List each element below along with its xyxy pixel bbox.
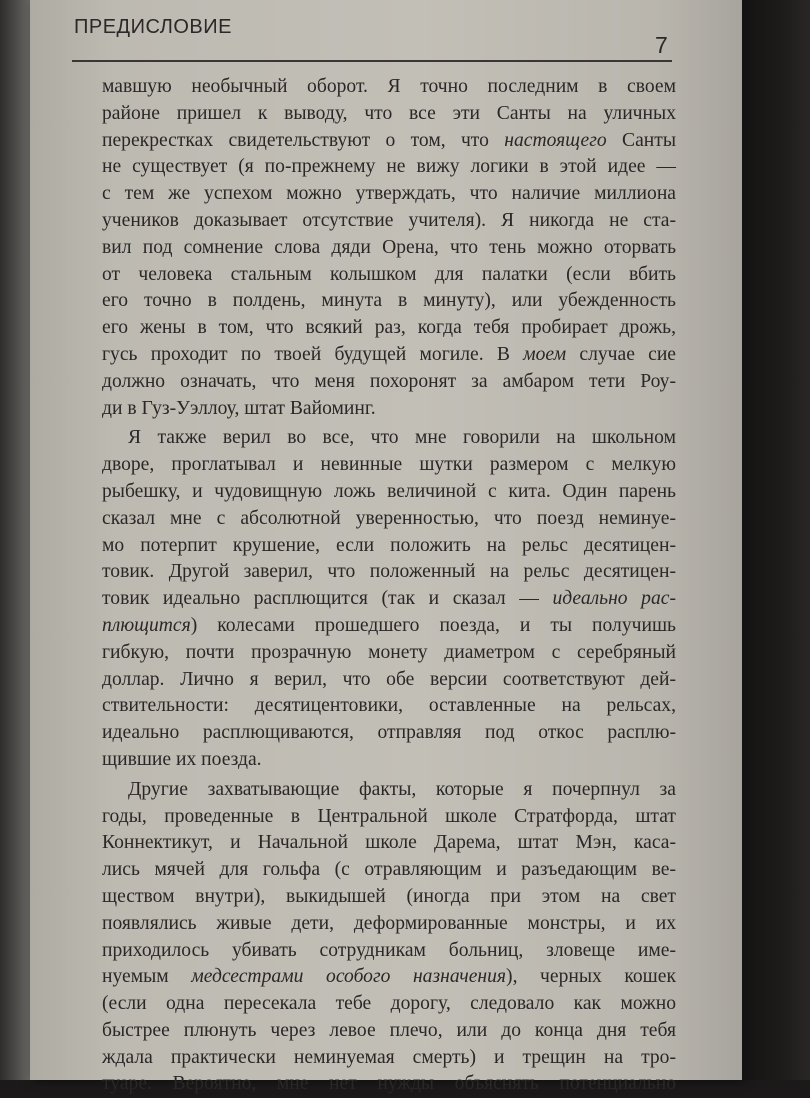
text-line: ществом внутри), выкидышей (иногда при этом на свет: [102, 885, 676, 907]
text-line: сказал мне с абсолютной уверенностью, что поезд неминуе-: [102, 507, 676, 529]
text-line: рыбешку, и чудовищную ложь величиной с кита. Один парень: [102, 480, 676, 502]
text-line: гибкую, почти прозрачную монету диаметром с серебряный: [102, 641, 676, 663]
italic-segment: медсестрами особого назначения: [191, 966, 507, 988]
text-segment: товик идеально расплющится (так и сказал —: [102, 588, 553, 610]
text-line: мо потерпит крушение, если положить на рельс десятицен-: [102, 534, 676, 556]
header-rule: [72, 60, 672, 62]
text-line: (если одна пересекала тебе дорогу, следовало как можно: [102, 993, 676, 1015]
text-line: ди в Гуз-Уэллоу, штат Вайоминг.: [102, 397, 376, 419]
text-line: его точно в полдень, минута в минуту), или убежденность: [102, 290, 676, 312]
text-segment: ), черных кошек: [506, 966, 676, 988]
text-line: [102, 613, 676, 640]
text-line: доллар. Лично я верил, что обе версии соответствуют дей-: [102, 668, 676, 690]
text-line: учеников доказывает отсутствие учителя). Я никогда не ста-: [102, 209, 676, 231]
text-line: вил под сомнение слова дяди Орена, что тень можно оторвать: [102, 236, 676, 258]
text-line: дворе, проглатывал и невинные шутки размером с мелкую: [102, 454, 676, 476]
dark-background: [742, 0, 810, 1080]
text-line: годы, проведенные в Центральной школе Стратфорда, штат: [102, 805, 676, 827]
text-segment: нуемым: [102, 966, 192, 988]
body-text: [102, 74, 676, 1098]
text-line: [102, 128, 676, 155]
text-line: ждала практически неминуемая смерть) и трещин на тро-: [102, 1046, 676, 1068]
page-number: 7: [655, 32, 668, 58]
adjacent-page-edge: [0, 0, 30, 1080]
text-line: районе пришел к выводу, что все эти Санты на уличных: [102, 102, 676, 124]
text-line: щившие их поезда.: [102, 748, 262, 770]
text-line: не существует (я по-прежнему не вижу логики в этой идее —: [102, 156, 676, 178]
text-line: с тем же успехом можно утверждать, что наличие миллиона: [102, 183, 676, 205]
italic-segment: настоящего: [504, 129, 607, 151]
text-line: Я также верил во все, что мне говорили на школьном: [128, 427, 676, 449]
text-line: его жены в том, что всякий раз, когда тебя пробирает дрожь,: [102, 317, 676, 339]
text-line: от человека стальным колышком для палатки (если вбить: [102, 263, 676, 285]
text-segment: перекрестках свидетельствуют о том, что: [102, 129, 505, 151]
text-line: туаре. Вероятно, мне нет нужды объяснять потенциально: [102, 1073, 676, 1095]
text-line: ствительности: десятицентовики, оставленные на рельсах,: [102, 695, 676, 717]
text-line: мавшую необычный оборот. Я точно последним в своем: [102, 76, 676, 97]
text-segment: случае сие: [566, 343, 676, 365]
text-line: лись мячей для гольфа (с отравляющим и разъедающим ве-: [102, 859, 676, 881]
text-line: [102, 586, 676, 613]
text-segment: гусь проходит по твоей будущей могиле. В: [102, 343, 524, 365]
italic-segment: плющится: [102, 614, 191, 636]
text-line: идеально расплющиваются, отправляя под откос расплю-: [102, 722, 676, 744]
text-segment: Санты: [606, 129, 676, 151]
text-segment: ) колесами прошедшего поезда, и ты получишь: [190, 614, 676, 636]
text-line: появлялись живые дети, деформированные монстры, и их: [102, 912, 676, 934]
text-line: приходилось убивать сотрудникам больниц, зловеще име-: [102, 939, 676, 961]
text-line: Другие захватывающие факты, которые я почерпнул за: [128, 778, 676, 800]
text-line: [102, 964, 676, 991]
running-head: ПРЕДИСЛОВИЕ: [74, 16, 232, 38]
text-line: должно означать, что меня похоронят за амбаром тети Роу-: [102, 370, 676, 392]
text-line: [102, 342, 676, 369]
italic-segment: идеально рас-: [552, 588, 676, 610]
text-line: Коннектикут, и Начальной школе Дарема, штат Мэн, каса-: [102, 832, 676, 854]
italic-segment: моем: [523, 343, 567, 365]
text-line: быстрее плюнуть через левое плечо, или до конца дня тебя: [102, 1019, 676, 1041]
text-line: товик. Другой заверил, что положенный на рельс десятицен-: [102, 561, 676, 583]
